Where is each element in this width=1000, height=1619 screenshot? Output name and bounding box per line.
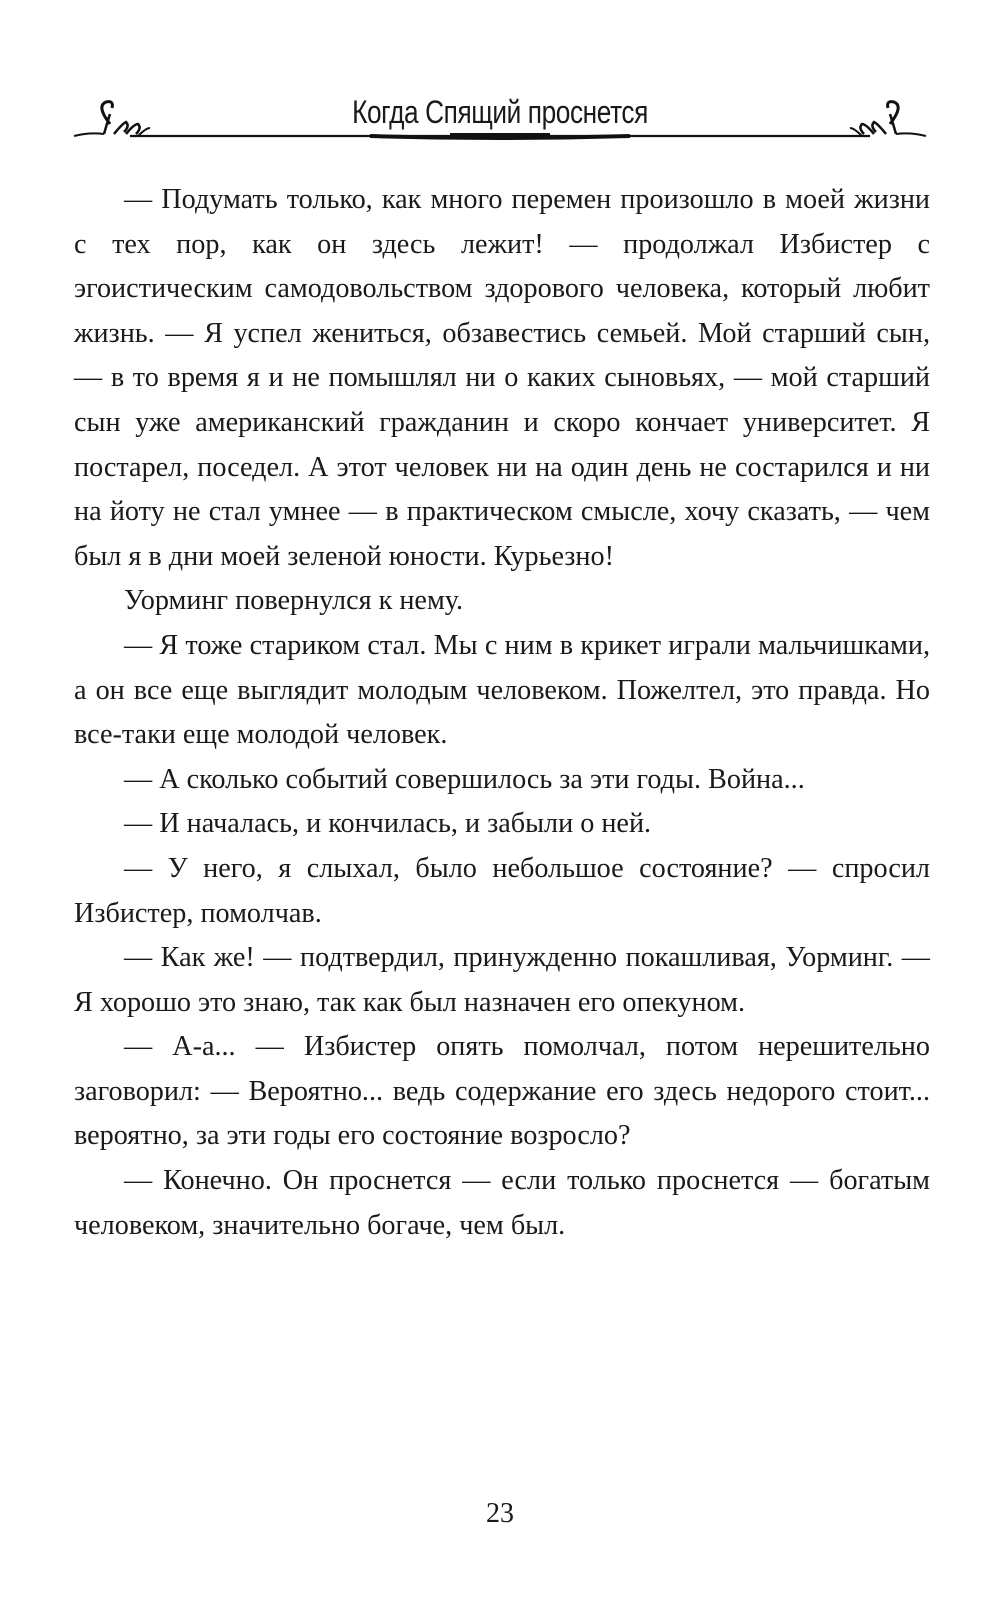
paragraph: — И началась, и кончилась, и забыли о ней.	[124, 808, 652, 840]
running-header	[70, 80, 930, 150]
paragraph: — Как же! — подтвердил, принужденно покашливая, Уорминг. — Я хорошо это знаю, так как был назначен его опекуном.	[74, 942, 930, 1018]
paragraph: — У него, я слыхал, было небольшое состояние? — спросил Избистер, помолчав.	[74, 852, 930, 929]
page-number: 23	[486, 1498, 514, 1529]
paragraph: — Я тоже стариком стал. Мы с ним в крикет играли мальчишками, а он все еще выглядит молодым человеком. Пожелтел, это правда. Но все-таки еще молодой человек.	[74, 629, 930, 751]
paragraph: — Подумать только, как много перемен произошло в моей жизни с тех пор, как он здесь лежит! — продолжал Избистер с эгоистическим самодовольством здорового человека, который любит жизнь. — Я успел жениться, обзавестись семьей. Мой старший сын, — в то время я и не помышлял ни о каких сыновьях, — мой старший сын уже американский гражданин и скоро кончает университет. Я постарел, поседел. А этот человек ни на один день не состарился и ни на йоту не стал умнее — в практическом смысле, хочу сказать, — чем был я в дни моей зеленой юности. Курьезно!	[74, 184, 930, 572]
header-title: Когда Спящий проснется	[352, 94, 648, 130]
paragraph: Уорминг повернулся к нему.	[124, 585, 464, 617]
page-body	[74, 178, 930, 1248]
paragraph: — Конечно. Он проснется — если только проснется — богатым человеком, значительно богаче, чем был.	[74, 1165, 930, 1241]
paragraph: — А сколько событий совершилось за эти годы. Война...	[124, 763, 805, 795]
paragraph: — А-а... — Избистер опять помолчал, потом нерешительно заговорил: — Вероятно... ведь содержание его здесь недорого стоит... вероятно, за эти годы его состояние возросло?	[74, 1031, 930, 1152]
